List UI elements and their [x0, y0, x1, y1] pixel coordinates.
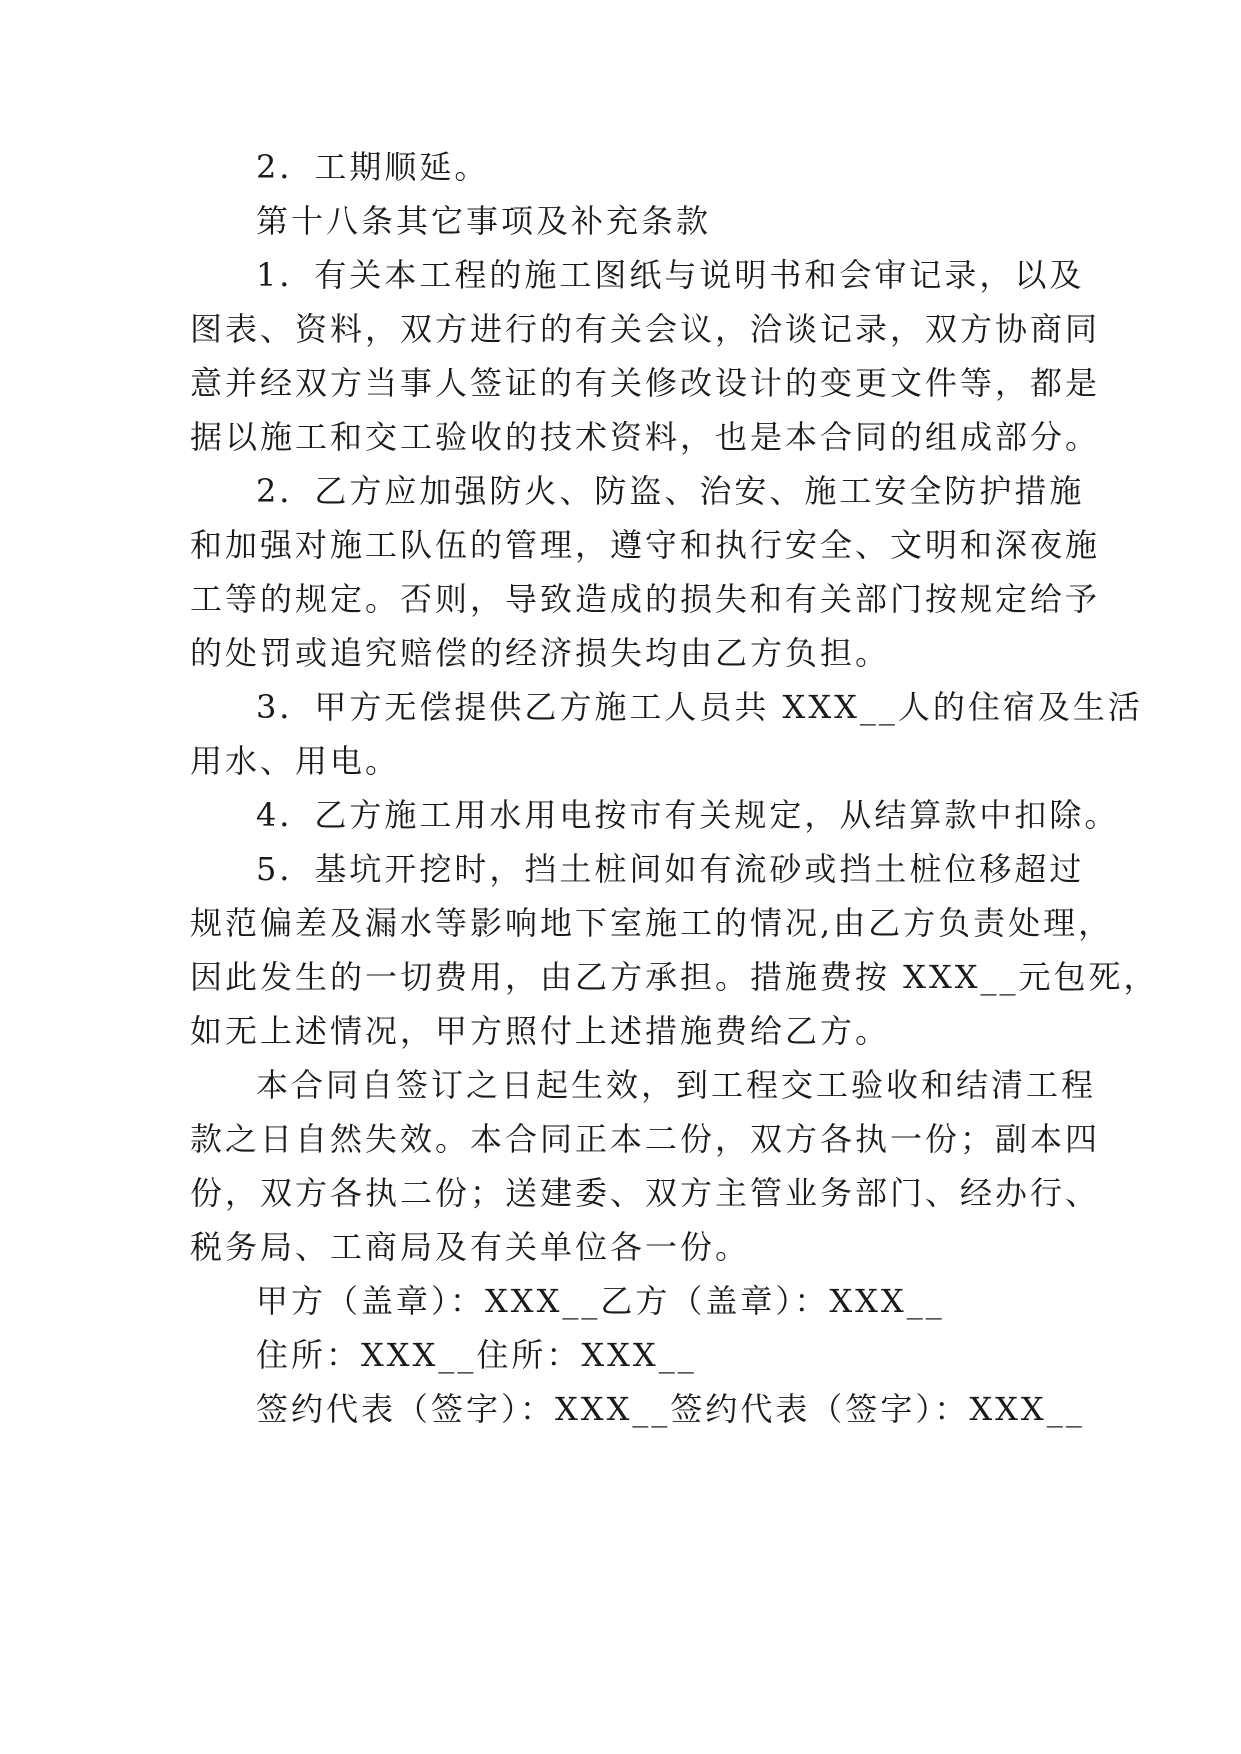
text-line: 据以施工和交工验收的技术资料，也是本合同的组成部分。 [190, 418, 1101, 456]
text-line: 1．有关本工程的施工图纸与说明书和会审记录，以及 [256, 256, 1085, 294]
text-line: 因此发生的一切费用，由乙方承担。措施费按 XXX__元包死， [190, 958, 1159, 996]
text-line: 3．甲方无偿提供乙方施工人员共 XXX__人的住宿及生活 [256, 688, 1143, 726]
text-line: 5．基坑开挖时，挡土桩间如有流砂或挡土桩位移超过 [256, 850, 1085, 888]
text-line: 4．乙方施工用水用电按市有关规定，从结算款中扣除。 [256, 796, 1120, 834]
text-line: 税务局、工商局及有关单位各一份。 [190, 1228, 751, 1266]
signature-line: 甲方（盖章）：XXX__乙方（盖章）：XXX__ [256, 1282, 945, 1320]
text-line: 2．乙方应加强防火、防盗、治安、施工安全防护措施 [256, 472, 1085, 510]
text-line: 2．工期顺延。 [256, 148, 490, 186]
text-line: 意并经双方当事人签证的有关修改设计的变更文件等，都是 [190, 364, 1101, 402]
text-line: 工等的规定。否则，导致造成的损失和有关部门按规定给予 [190, 580, 1101, 618]
text-line: 用水、用电。 [190, 742, 401, 780]
text-line: 份，双方各执二份；送建委、双方主管业务部门、经办行、 [190, 1174, 1101, 1212]
text-line: 如无上述情况，甲方照付上述措施费给乙方。 [190, 1012, 891, 1050]
text-line: 和加强对施工队伍的管理，遵守和执行安全、文明和深夜施 [190, 526, 1101, 564]
text-line: 的处罚或追究赔偿的经济损失均由乙方负担。 [190, 634, 891, 672]
text-line: 本合同自签订之日起生效，到工程交工验收和结清工程 [256, 1066, 1097, 1104]
address-line: 住所：XXX__住所：XXX__ [256, 1336, 697, 1374]
text-line: 规范偏差及漏水等影响地下室施工的情况,由乙方负责处理， [190, 904, 1114, 942]
text-line: 图表、资料，双方进行的有关会议，洽谈记录，双方协商同 [190, 310, 1101, 348]
representative-line: 签约代表（签字）：XXX__签约代表（签字）：XXX__ [256, 1390, 1085, 1428]
section-heading: 第十八条其它事项及补充条款 [256, 202, 712, 240]
text-line: 款之日自然失效。本合同正本二份，双方各执一份；副本四 [190, 1120, 1101, 1158]
